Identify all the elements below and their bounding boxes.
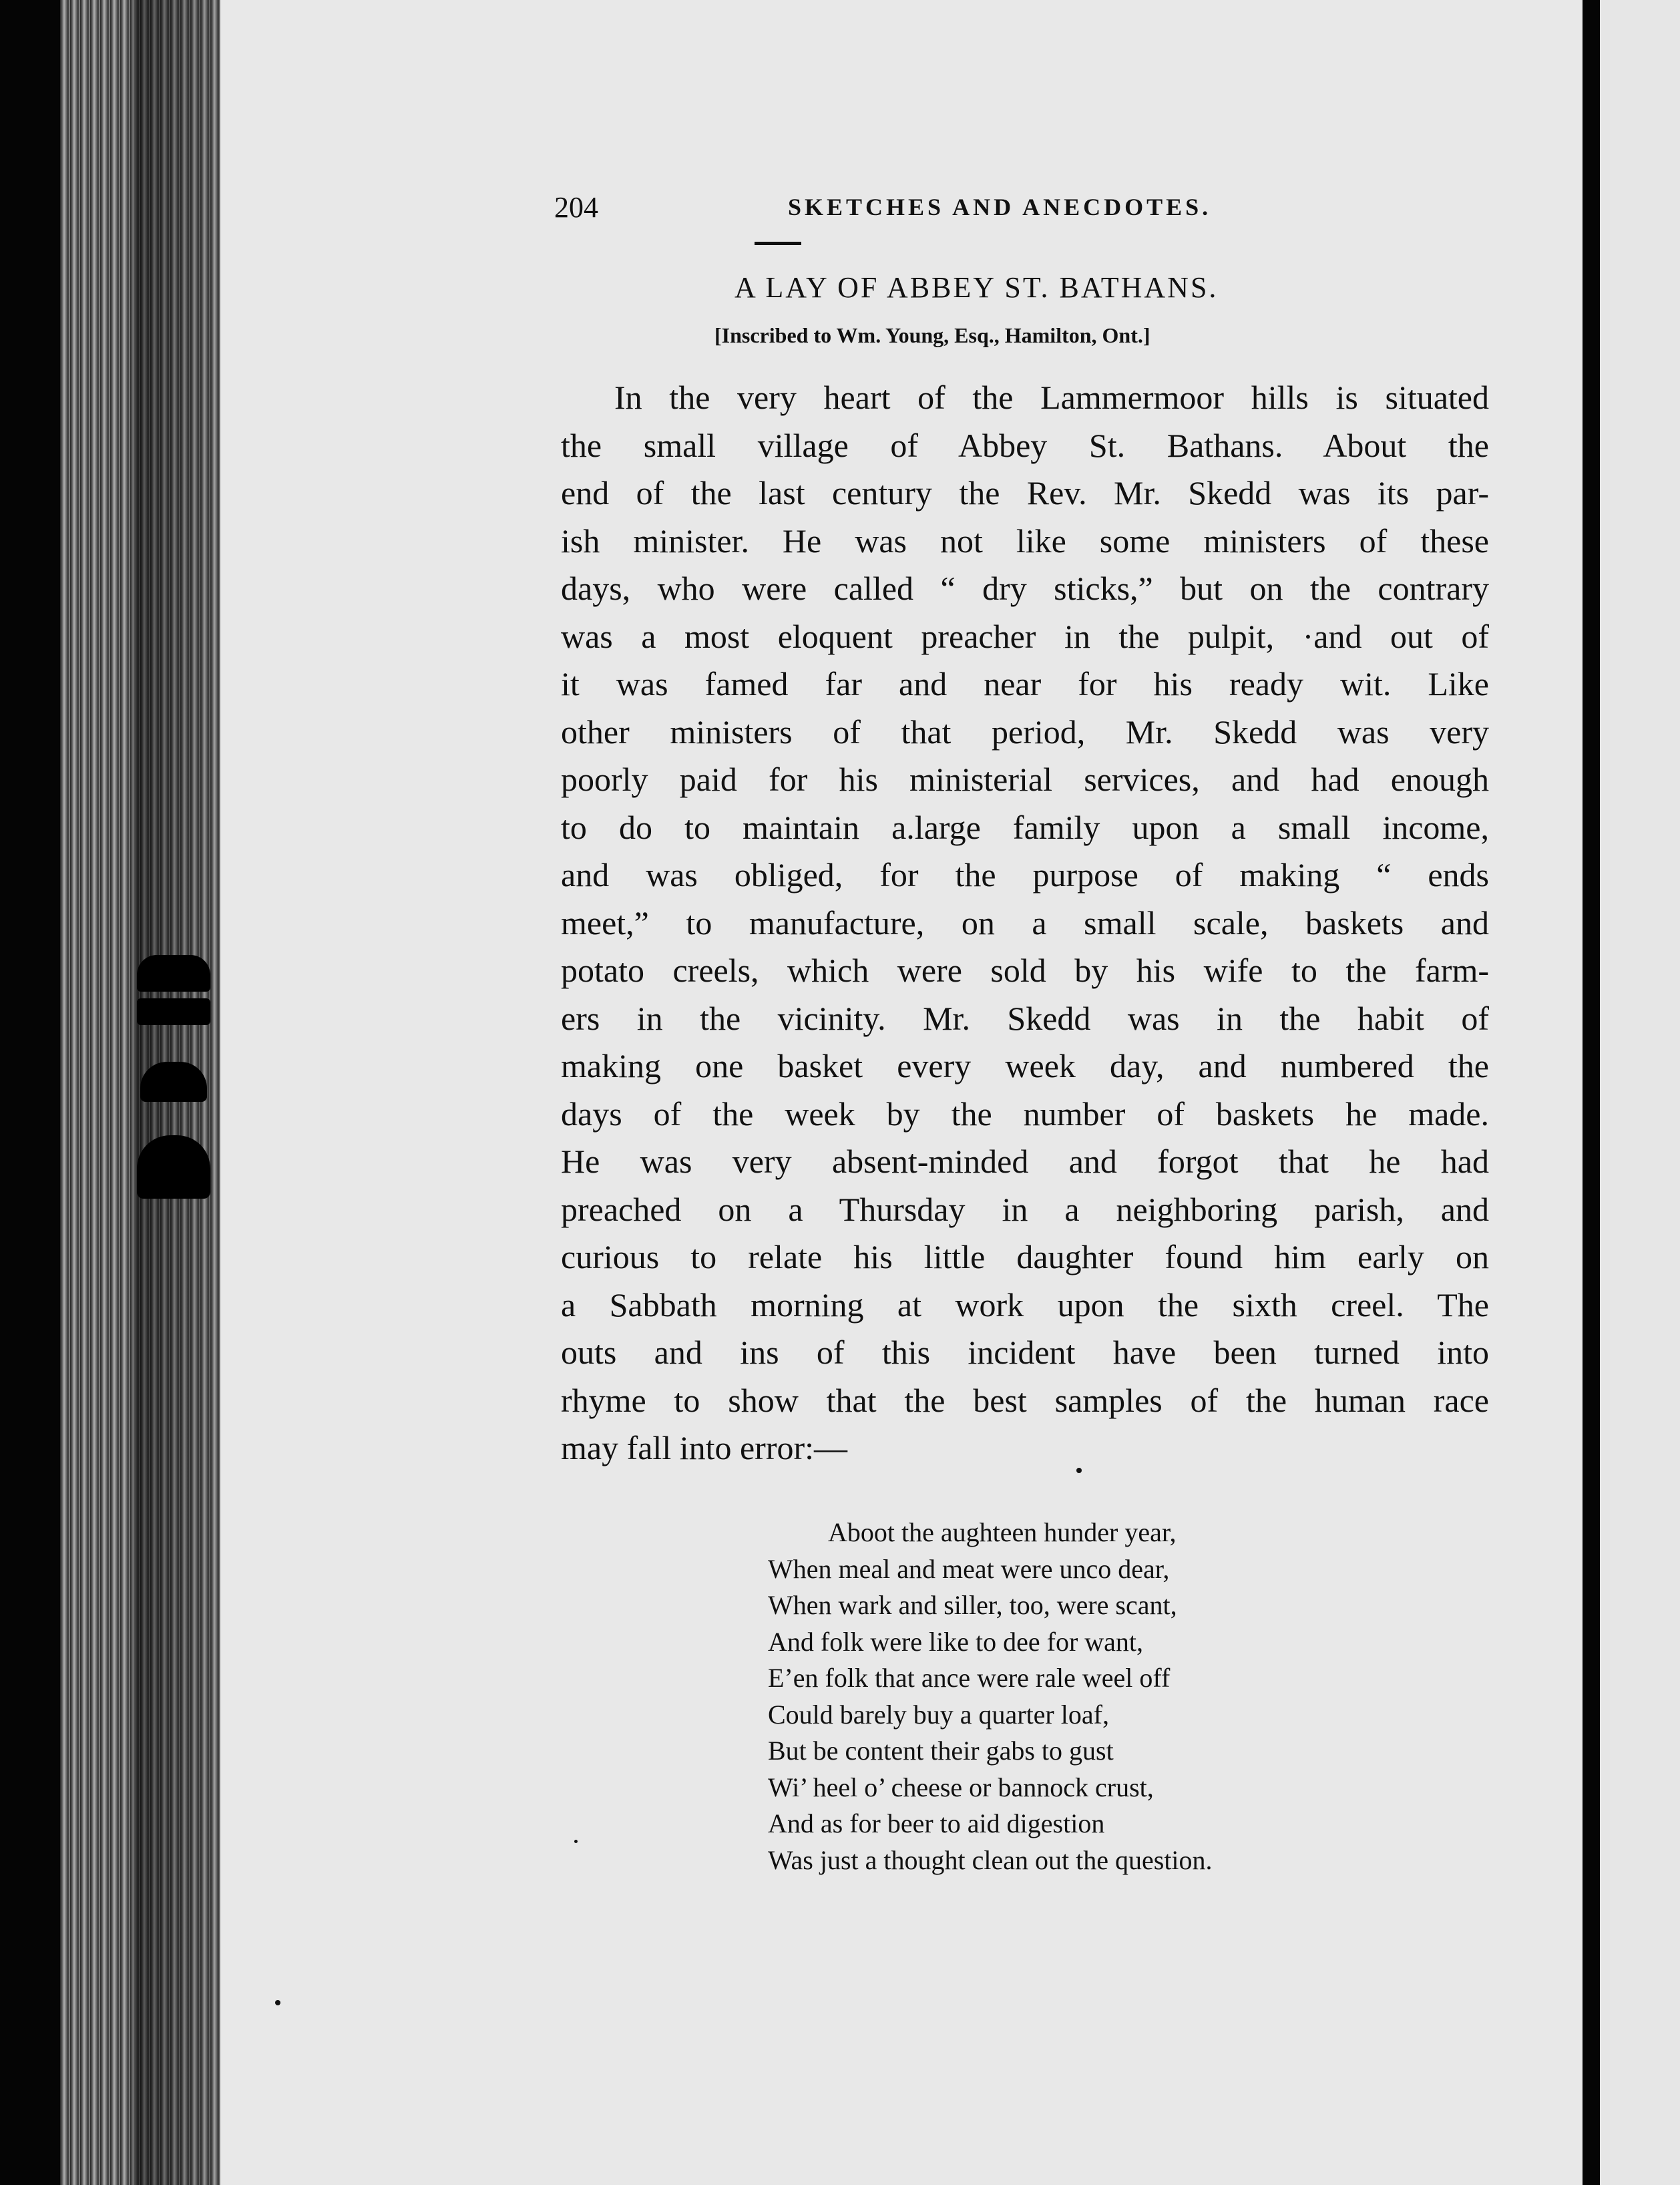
running-header <box>554 190 1255 230</box>
verse-line: Wi’ heel o’ cheese or bannock crust, <box>768 1772 1154 1802</box>
verse-line: And as for beer to aid digestion <box>768 1808 1105 1838</box>
facing-page-edge <box>1600 0 1680 2185</box>
verse-line: But be content their gabs to gust <box>768 1736 1114 1766</box>
paragraph-line: ish minister. He was not like some ministers of these <box>561 522 1489 560</box>
verse-line: And folk were like to dee for want, <box>768 1626 1144 1657</box>
paragraph-line: preached on a Thursday in a neighboring parish, and <box>561 1190 1489 1228</box>
paragraph-line: the small village of Abbey St. Bathans. About the <box>561 426 1489 464</box>
article-dedication: [Inscribed to Wm. Young, Esq., Hamilton, Ont.] <box>714 323 1150 347</box>
paragraph-line: meet,” to manufacture, on a small scale, baskets and <box>561 904 1489 942</box>
ink-speck <box>275 2000 280 2005</box>
paragraph-line: potato creels, which were sold by his wife to the farm- <box>561 952 1489 989</box>
paragraph-line: poorly paid for his ministerial services, and had enough <box>561 761 1489 798</box>
title-rule <box>755 242 801 245</box>
paragraph-line: was a most eloquent preacher in the pulpit, ·and out of <box>561 617 1489 655</box>
paragraph-line: may fall into error:— <box>561 1429 848 1466</box>
verse-line: E’en folk that ance were rale weel off <box>768 1663 1171 1693</box>
ink-speck <box>1076 1468 1082 1473</box>
paragraph-line: rhyme to show that the best samples of the human race <box>561 1381 1489 1419</box>
ink-speck <box>574 1840 578 1843</box>
paragraph-line: to do to maintain a.large family upon a small income, <box>561 808 1489 846</box>
paragraph-line: In the very heart of the Lammermoor hills is situated <box>614 379 1489 416</box>
paragraph-line: it was famed far and near for his ready wit. Like <box>561 665 1489 703</box>
verse-line: When wark and siller, too, were scant, <box>768 1590 1177 1620</box>
verse-line: Was just a thought clean out the question. <box>768 1844 1213 1875</box>
paragraph-line: and was obliged, for the purpose of making “ ends <box>561 856 1489 893</box>
paragraph-line: a Sabbath morning at work upon the sixth creel. The <box>561 1285 1489 1324</box>
paragraph-line: making one basket every week day, and numbered the <box>561 1047 1489 1084</box>
paragraph-line: other ministers of that period, Mr. Skedd was very <box>561 713 1489 751</box>
paragraph-line: curious to relate his little daughter found him early on <box>561 1238 1489 1275</box>
edge-stamp-mark <box>140 1062 207 1102</box>
paragraph-line: days, who were called “ dry sticks,” but on the contrary <box>561 570 1489 607</box>
paragraph-line: ers in the vicinity. Mr. Skedd was in the habit of <box>561 999 1489 1037</box>
article-body <box>561 374 1489 1472</box>
paragraph-line: days of the week by the number of baskets he made. <box>561 1095 1489 1133</box>
edge-stamp-mark <box>137 955 210 992</box>
page-number: 204 <box>554 191 598 224</box>
scan-gutter <box>1583 0 1600 2185</box>
verse-line: When meal and meat were unco dear, <box>768 1553 1170 1584</box>
paragraph-line: outs and ins of this incident have been turned into <box>561 1334 1489 1371</box>
verse-block <box>768 1515 1213 1878</box>
running-title: SKETCHES AND ANECDOTES. <box>788 194 1212 220</box>
verse-line: Aboot the aughteen hunder year, <box>828 1517 1177 1547</box>
verse-line: Could barely buy a quarter loaf, <box>768 1699 1109 1730</box>
edge-stamp-mark <box>137 998 210 1025</box>
edge-stamp-mark <box>137 1135 210 1199</box>
paragraph-line: end of the last century the Rev. Mr. Skedd was its par- <box>561 474 1489 512</box>
paragraph-line: He was very absent-minded and forgot that he had <box>561 1143 1489 1180</box>
article-title: A LAY OF ABBEY ST. BATHANS. <box>734 271 1219 304</box>
